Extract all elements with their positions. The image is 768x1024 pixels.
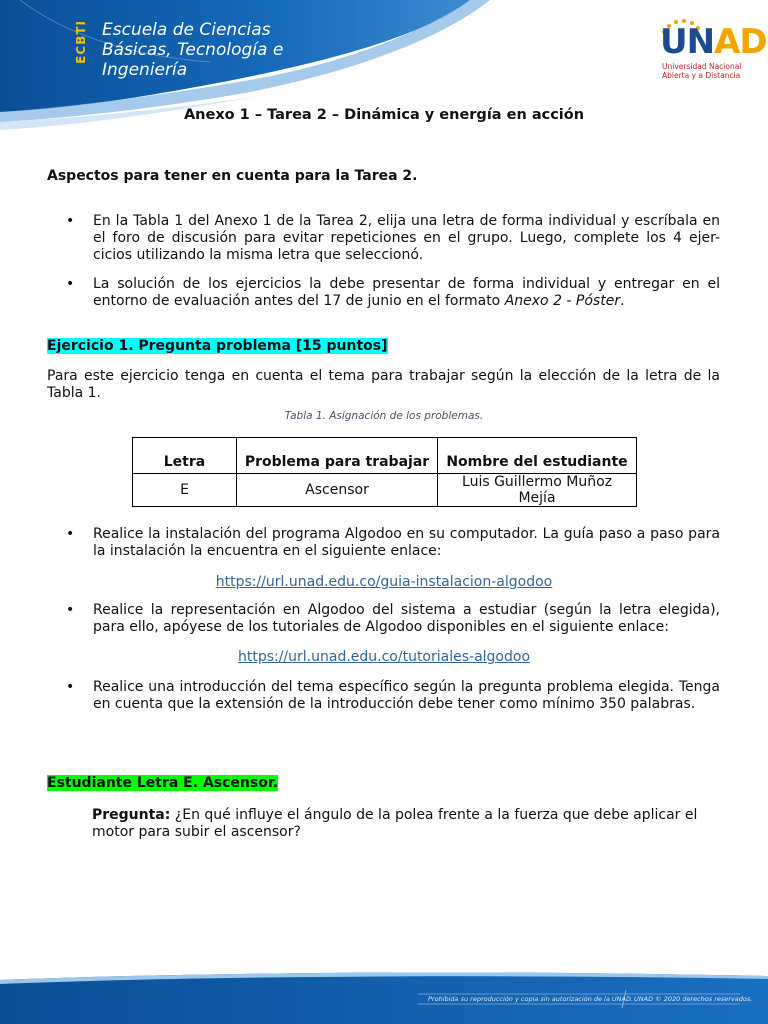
algodoo-install-link[interactable]: https://url.unad.edu.co/guia-instalacion-algodoo xyxy=(215,574,553,590)
unad-logo xyxy=(660,18,767,82)
table-cell: Luis Guillermo Muñoz Mejía xyxy=(438,474,637,507)
table-header-row xyxy=(133,438,637,474)
school-name xyxy=(102,20,283,80)
student-heading: Estudiante Letra E. Ascensor. xyxy=(47,775,279,791)
ecbti-label: ECBTI xyxy=(74,20,88,64)
table-header-cell: Problema para trabajar xyxy=(237,438,438,474)
bullet-icon: • xyxy=(66,213,75,229)
problem-assignment-table xyxy=(132,437,637,507)
table-header-cell: Nombre del estudiante xyxy=(438,438,637,474)
step-1-text: Realice la instalación del programa Algodoo en su computador. La guía paso a paso para la instalación la encuentra en el siguiente enlace: xyxy=(93,526,720,559)
step-2-text: Realice la representación en Algodoo del sistema a estudiar (según la letra elegida), para ello, apóyese de los tutoriales de Algodoo disponibles en el siguiente enlace: xyxy=(93,602,720,635)
table-row xyxy=(133,474,637,507)
page-footer xyxy=(0,968,768,1024)
bullet-icon: • xyxy=(66,679,75,695)
school-line-1: Escuela de Ciencias xyxy=(102,20,271,40)
aspect-bullet-1: En la Tabla 1 del Anexo 1 de la Tarea 2, elija una letra de forma individual y escríbala en el foro de discusión para evitar repeticiones en el grupo. Luego, complete los 4 ejer-cicios utilizando la misma letra que seleccionó. xyxy=(93,213,720,263)
problem-question: Pregunta: ¿En qué influye el ángulo de la polea frente a la fuerza que debe aplicar el motor para subir el ascensor? xyxy=(92,807,698,840)
table-cell: E xyxy=(133,474,237,507)
aspect-bullet-2: La solución de los ejercicios la debe presentar de forma individual y entregar en el entorno de evaluación antes del 17 de junio en el formato Anexo 2 - Póster. xyxy=(93,276,720,309)
footer-rights: UNAD © 2020 derechos reservados. xyxy=(634,995,753,1003)
document-title: Anexo 1 – Tarea 2 – Dinámica y energía en acción xyxy=(183,107,585,123)
bullet-icon: • xyxy=(66,526,75,542)
step-3-text: Realice una introducción del tema específico según la pregunta problema elegida. Tenga en cuenta que la extensión de la introducción debe tener como mínimo 350 palabras. xyxy=(93,679,720,712)
bullet-icon: • xyxy=(66,602,75,618)
table-caption: Tabla 1. Asignación de los problemas. xyxy=(284,410,484,422)
exercise-heading: Ejercicio 1. Pregunta problema [15 puntos] xyxy=(47,338,388,354)
algodoo-tutorials-link[interactable]: https://url.unad.edu.co/tutoriales-algodoo xyxy=(237,649,531,665)
school-line-2: Básicas, Tecnología e xyxy=(102,40,284,60)
logo-subtitle: Universidad Nacional Abierta y a Distancia xyxy=(662,62,742,80)
logo-wordmark: UNAD xyxy=(660,22,767,62)
exercise-intro: Para este ejercicio tenga en cuenta el tema para trabajar según la elección de la letra de la Tabla 1. xyxy=(47,368,720,401)
table-header-cell: Letra xyxy=(133,438,237,474)
footer-copyright-notice: Prohibida su reproducción y copia sin autorización de la UNAD. xyxy=(428,995,634,1003)
bullet-icon: • xyxy=(66,276,75,292)
table-cell: Ascensor xyxy=(237,474,438,507)
aspects-heading: Aspectos para tener en cuenta para la Tarea 2. xyxy=(47,168,418,184)
school-line-3: Ingeniería xyxy=(102,60,188,80)
